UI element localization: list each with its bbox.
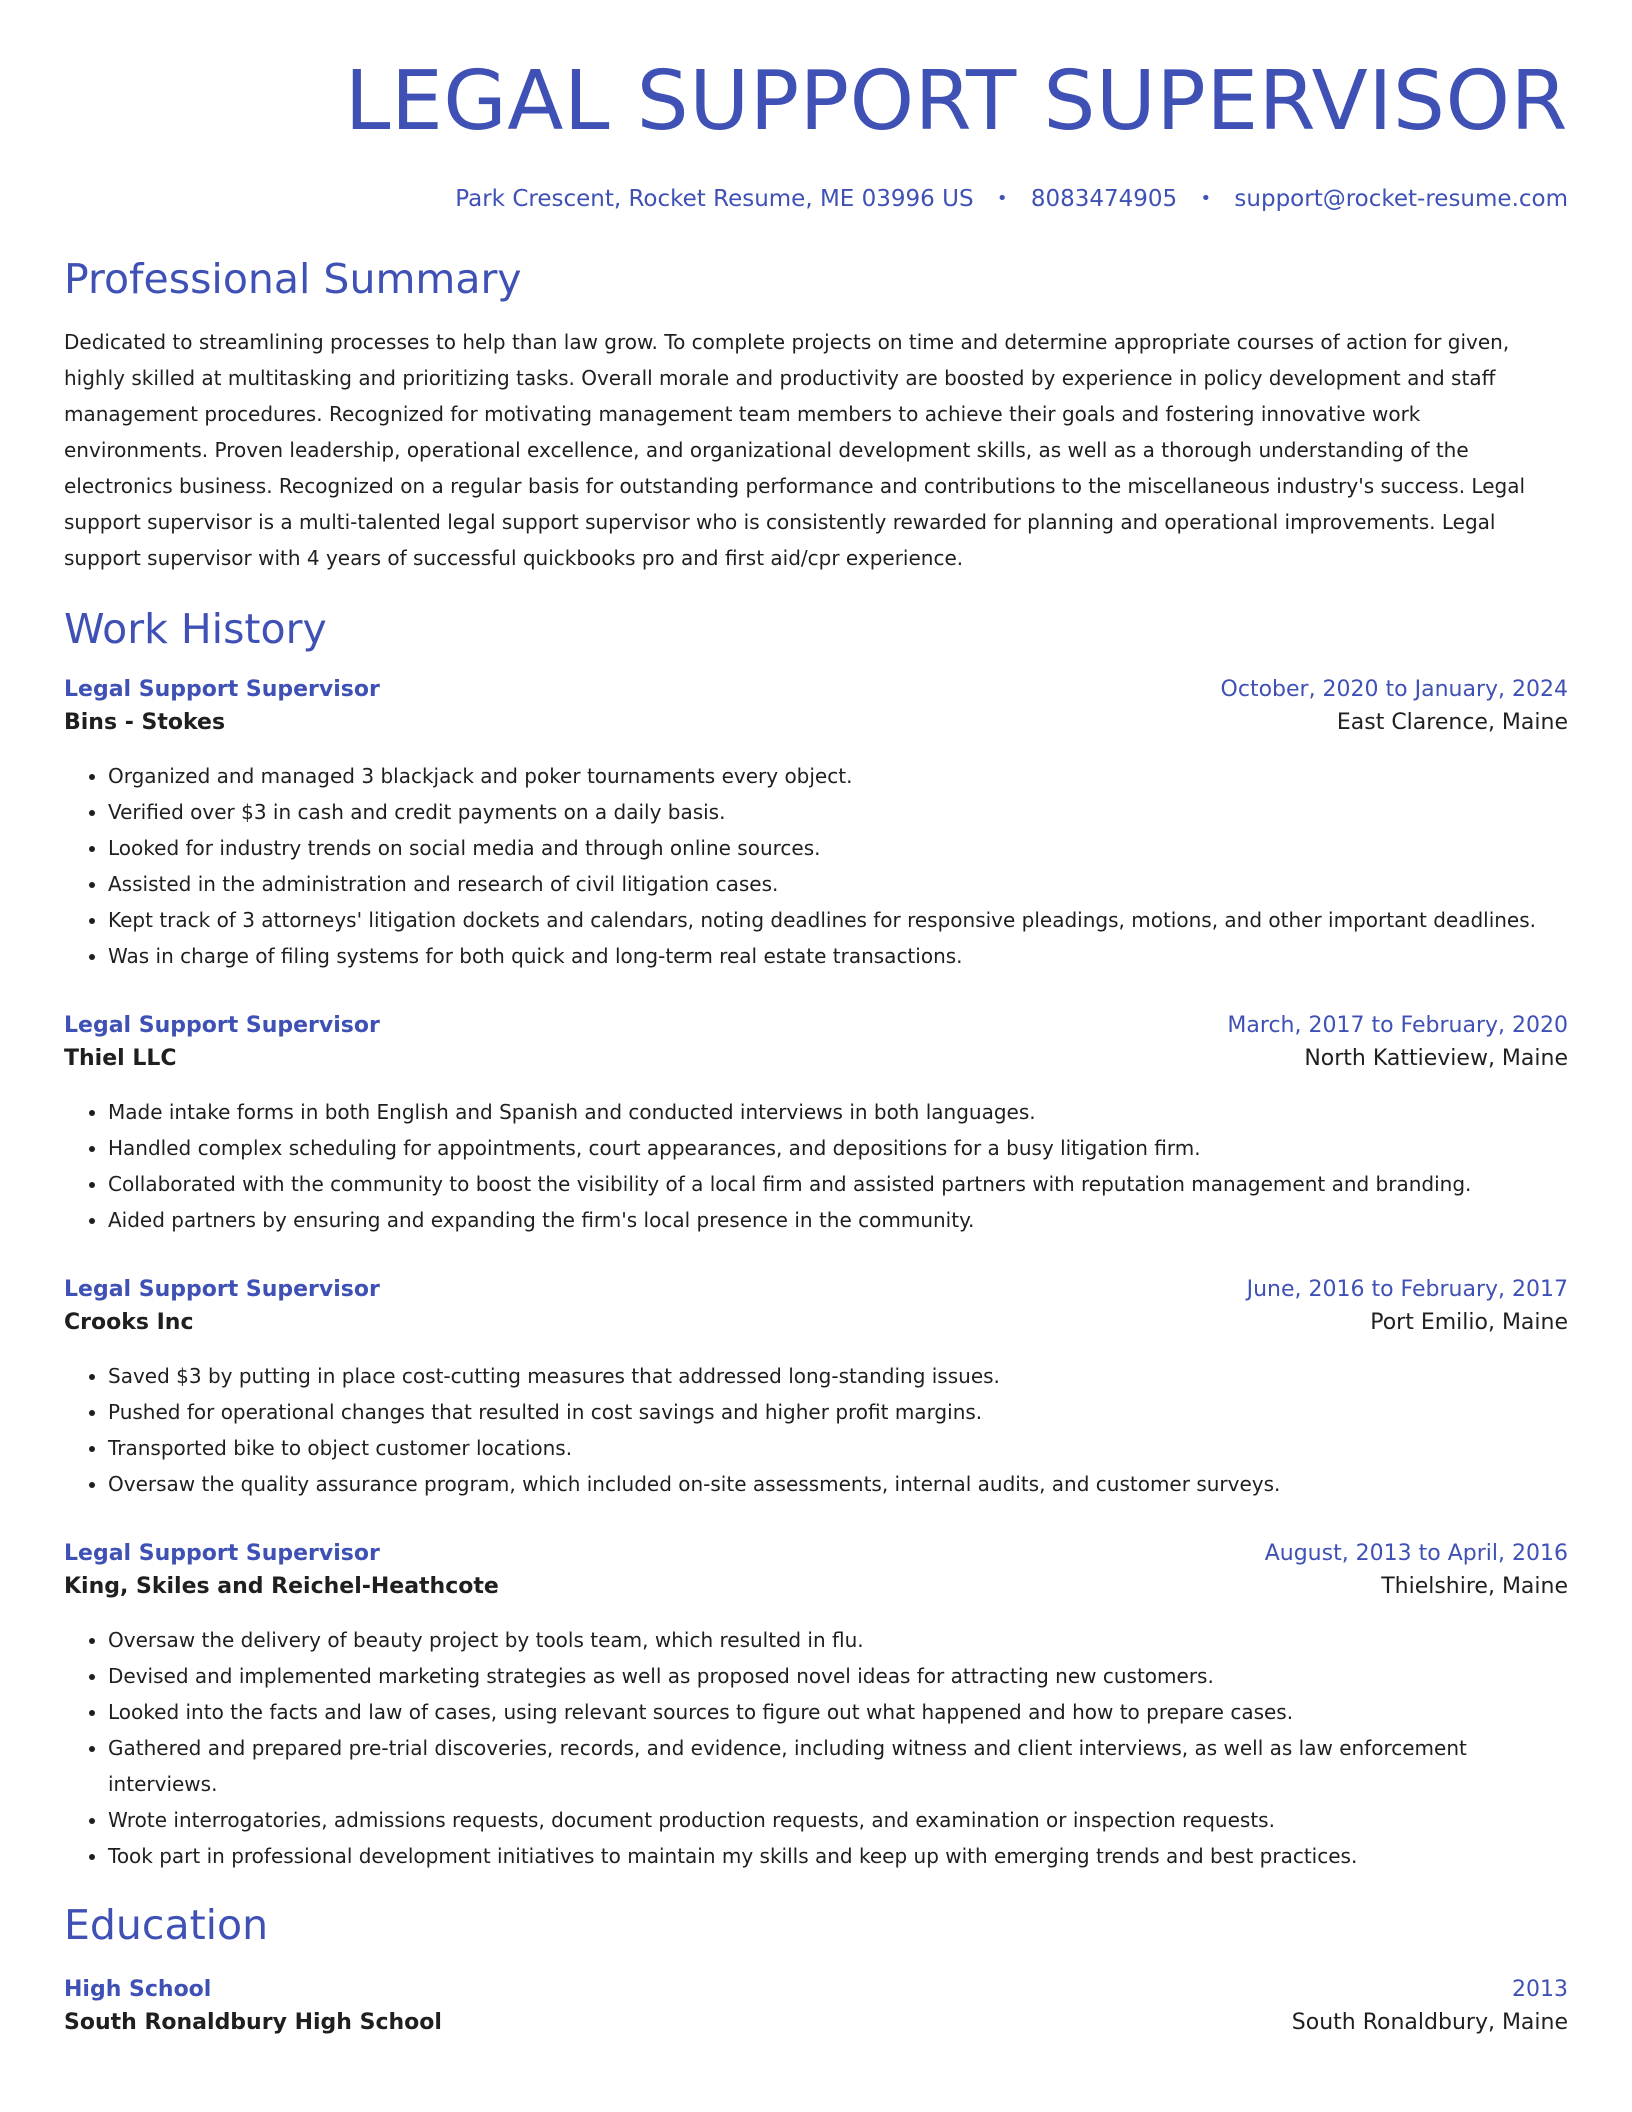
job-company: Bins - Stokes bbox=[64, 710, 226, 735]
job-bullet: • Oversaw the delivery of beauty project by tools team, which resulted in flu. bbox=[108, 1622, 1568, 1658]
job-bullet: • Gathered and prepared pre-trial discoveries, records, and evidence, including witness and client interviews, as well as law enforcement interviews. bbox=[108, 1730, 1568, 1802]
job-bullet: • Transported bike to object customer locations. bbox=[108, 1430, 1568, 1466]
job-bullet: • Handled complex scheduling for appointments, court appearances, and depositions for a busy litigation firm. bbox=[108, 1130, 1568, 1166]
contact-phone: 8083474905 bbox=[1030, 186, 1178, 212]
contact-separator: • bbox=[996, 188, 1008, 209]
education-school: South Ronaldbury High School bbox=[64, 2010, 442, 2035]
job-bullet-list bbox=[64, 1094, 1568, 1238]
work-history-list bbox=[64, 674, 1568, 1874]
education-entry bbox=[64, 1974, 1568, 2040]
work-history-section-title: Work History bbox=[64, 605, 327, 653]
job-company: Thiel LLC bbox=[64, 1046, 177, 1071]
job-dates: June, 2016 to February, 2017 bbox=[1246, 1277, 1568, 1302]
job-bullet: • Oversaw the quality assurance program, which included on-site assessments, internal audits, and customer surveys. bbox=[108, 1466, 1568, 1502]
job-location: Port Emilio, Maine bbox=[1370, 1310, 1568, 1335]
job-bullet-list bbox=[64, 758, 1568, 974]
contact-line bbox=[64, 184, 1568, 214]
job-bullet: • Verified over $3 in cash and credit payments on a daily basis. bbox=[108, 794, 1568, 830]
job-dates: March, 2017 to February, 2020 bbox=[1227, 1013, 1568, 1038]
job-bullet: • Took part in professional development initiatives to maintain my skills and keep up with emerging trends and best practices. bbox=[108, 1838, 1568, 1874]
education-year: 2013 bbox=[1512, 1977, 1568, 2002]
job-title: Legal Support Supervisor bbox=[64, 1013, 380, 1038]
job-entry bbox=[64, 1274, 1568, 1502]
contact-separator: • bbox=[1200, 188, 1212, 209]
job-bullet-list bbox=[64, 1622, 1568, 1874]
job-bullet-list bbox=[64, 1358, 1568, 1502]
education-section-title: Education bbox=[64, 1901, 269, 1949]
job-entry bbox=[64, 674, 1568, 974]
job-bullet: • Pushed for operational changes that resulted in cost savings and higher profit margins. bbox=[108, 1394, 1568, 1430]
job-bullet: • Saved $3 by putting in place cost-cutting measures that addressed long-standing issues. bbox=[108, 1358, 1568, 1394]
job-entry bbox=[64, 1538, 1568, 1874]
job-company: Crooks Inc bbox=[64, 1310, 194, 1335]
summary-text: Dedicated to streamlining processes to help than law grow. To complete projects on time and determine appropriate courses of action for given, highly skilled at multitasking and prioritizing tasks. Overall morale and productivity are boosted by experience in policy development and staff management procedures. Recognized for motivating management team members to achieve their goals and fostering innovative work environments. Proven leadership, operational excellence, and organizational development skills, as well as a thorough understanding of the electronics business. Recognized on a regular basis for outstanding performance and contributions to the miscellaneous industry's success. Legal support supervisor is a multi-talented legal support supervisor who is consistently rewarded for planning and operational improvements. Legal support supervisor with 4 years of successful quickbooks pro and first aid/cpr experience. bbox=[64, 330, 1526, 570]
job-bullet: • Assisted in the administration and research of civil litigation cases. bbox=[108, 866, 1568, 902]
summary-section-title: Professional Summary bbox=[64, 255, 522, 303]
job-location: Thielshire, Maine bbox=[1381, 1574, 1568, 1599]
resume-name-heading: LEGAL SUPPORT SUPERVISOR bbox=[344, 54, 1568, 149]
job-dates: August, 2013 to April, 2016 bbox=[1264, 1541, 1568, 1566]
job-bullet: • Looked for industry trends on social media and through online sources. bbox=[108, 830, 1568, 866]
job-location: North Kattieview, Maine bbox=[1304, 1046, 1568, 1071]
job-title: Legal Support Supervisor bbox=[64, 677, 380, 702]
job-bullet: • Kept track of 3 attorneys' litigation dockets and calendars, noting deadlines for responsive pleadings, motions, and other important deadlines. bbox=[108, 902, 1568, 938]
job-bullet: • Devised and implemented marketing strategies as well as proposed novel ideas for attracting new customers. bbox=[108, 1658, 1568, 1694]
job-title: Legal Support Supervisor bbox=[64, 1541, 380, 1566]
contact-email: support@rocket-resume.com bbox=[1234, 186, 1568, 212]
job-company: King, Skiles and Reichel-Heathcote bbox=[64, 1574, 499, 1599]
job-bullet: • Was in charge of filing systems for both quick and long-term real estate transactions. bbox=[108, 938, 1568, 974]
job-bullet: • Collaborated with the community to boost the visibility of a local firm and assisted partners with reputation management and branding. bbox=[108, 1166, 1568, 1202]
contact-address: Park Crescent, Rocket Resume, ME 03996 US bbox=[455, 186, 974, 212]
job-bullet: • Made intake forms in both English and Spanish and conducted interviews in both languages. bbox=[108, 1094, 1568, 1130]
education-degree: High School bbox=[64, 1977, 212, 2002]
job-location: East Clarence, Maine bbox=[1336, 710, 1568, 735]
job-dates: October, 2020 to January, 2024 bbox=[1220, 677, 1568, 702]
job-bullet: • Looked into the facts and law of cases, using relevant sources to figure out what happened and how to prepare cases. bbox=[108, 1694, 1568, 1730]
job-bullet: • Organized and managed 3 blackjack and poker tournaments every object. bbox=[108, 758, 1568, 794]
job-entry bbox=[64, 1010, 1568, 1238]
education-location: South Ronaldbury, Maine bbox=[1291, 2010, 1568, 2035]
job-bullet: • Wrote interrogatories, admissions requests, document production requests, and examination or inspection requests. bbox=[108, 1802, 1568, 1838]
job-title: Legal Support Supervisor bbox=[64, 1277, 380, 1302]
job-bullet: • Aided partners by ensuring and expanding the firm's local presence in the community. bbox=[108, 1202, 1568, 1238]
